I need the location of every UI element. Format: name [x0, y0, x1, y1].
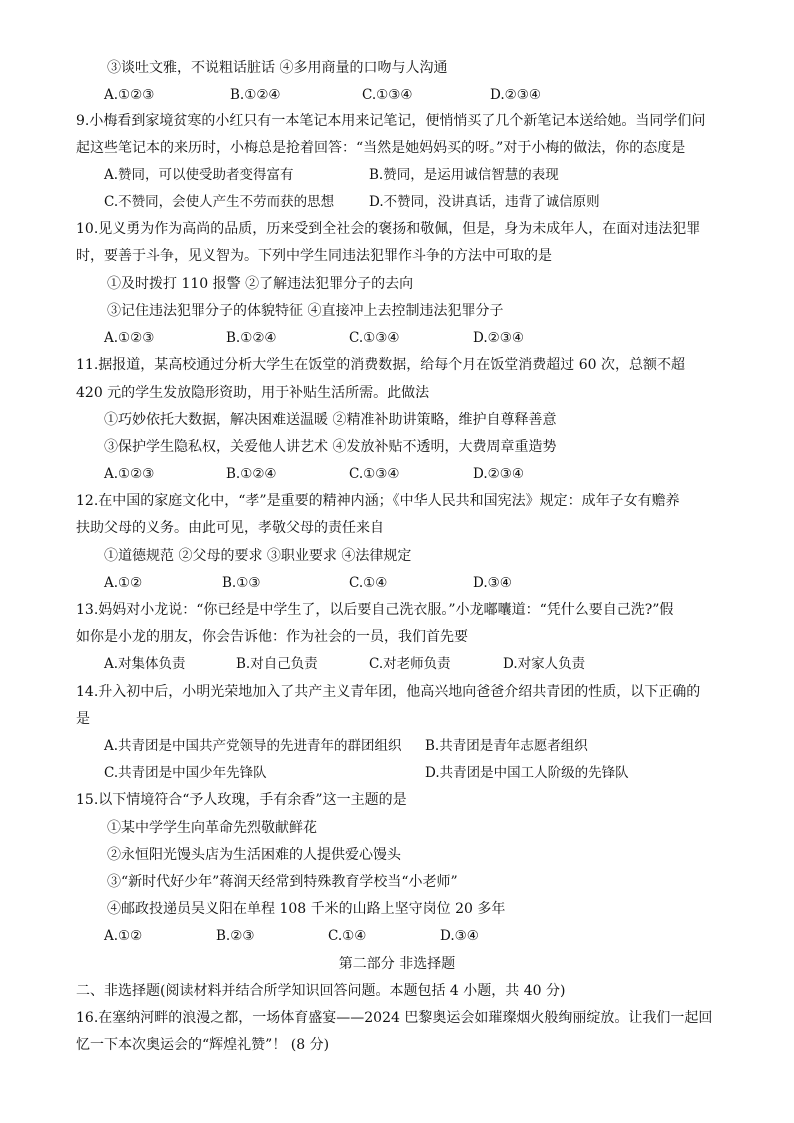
q9-stem-line1: 9.小梅看到家境贫寒的小红只有一本笔记本用来记笔记，便悄悄买了几个新笔记本送给她。当同学们问: [76, 113, 706, 129]
q15-option-c: C.①④: [328, 928, 367, 944]
q12-statement-a: ①道德规范 ②父母的要求 ③职业要求 ④法律规定: [104, 548, 412, 564]
q15-option-a: A.①②: [104, 928, 143, 944]
q15-statement-1: ①某中学学生向革命先烈敬献鲜花: [107, 820, 317, 836]
q8-option-c: C.①③④: [362, 87, 413, 103]
q9-option-a: A.赞同，可以使受助者变得富有: [104, 167, 294, 183]
q13-option-d: D.对家人负责: [503, 656, 586, 672]
q10-statement-b: ③记住违法犯罪分子的体貌特征 ④直接冲上去控制违法犯罪分子: [107, 303, 504, 319]
q15-statement-4: ④邮政投递员吴义阳在单程 108 千米的山路上坚守岗位 20 多年: [107, 901, 506, 917]
q12-option-a: A.①②: [104, 575, 143, 591]
q15-option-b: B.②③: [216, 928, 255, 944]
q9-option-c: C.不赞同，会使人产生不劳而获的思想: [104, 194, 335, 210]
q8-statement-b: ③谈吐文雅，不说粗话脏话 ④多用商量的口吻与人沟通: [107, 60, 448, 76]
q10-stem-line1: 10.见义勇为作为高尚的品质，历来受到全社会的褒扬和敬佩，但是，身为未成年人，在面对违法犯罪: [76, 221, 701, 237]
q9-stem-line2: 起这些笔记本的来历时，小梅总是抢着回答：“当然是她妈妈买的呀。”对于小梅的做法，你的态度是: [76, 140, 686, 156]
q9-option-b: B.赞同，是运用诚信智慧的表现: [369, 167, 559, 183]
q11-statement-b: ③保护学生隐私权，关爱他人讲艺术 ④发放补贴不透明，大费周章重造势: [104, 439, 557, 455]
q14-option-b: B.共青团是青年志愿者组织: [425, 738, 588, 754]
q12-stem-line1: 12.在中国的家庭文化中，“孝”是重要的精神内涵；《中华人民共和国宪法》规定：成年子女有赡养: [76, 493, 680, 509]
q13-option-a: A.对集体负责: [104, 656, 186, 672]
q8-option-a: A.①②③: [104, 87, 155, 103]
q10-statement-a: ①及时拨打 110 报警 ②了解违法犯罪分子的去向: [107, 276, 414, 292]
q12-option-c: C.①④: [349, 575, 388, 591]
q13-option-b: B.对自己负责: [236, 656, 318, 672]
q12-option-b: B.①③: [222, 575, 261, 591]
q11-option-b: B.①②④: [226, 466, 277, 482]
q10-stem-line2: 时，要善于斗争，见义智为。下列中学生同违法犯罪作斗争的方法中可取的是: [76, 248, 552, 264]
part2-section-heading: 二、非选择题(阅读材料并结合所学知识回答问题。本题包括 4 小题，共 40 分): [76, 983, 566, 999]
q16-stem-line2: 忆一下本次奥运会的“辉煌礼赞”！ (8 分): [76, 1037, 330, 1053]
q16-stem-line1: 16.在塞纳河畔的浪漫之都，一场体育盛宴——2024 巴黎奥运会如璀璨烟火般绚丽绽放。让我们一起回: [76, 1010, 713, 1026]
q10-option-d: D.②③④: [473, 330, 524, 346]
q11-statement-a: ①巧妙依托大数据，解决困难送温暖 ②精准补助讲策略，维护自尊释善意: [104, 412, 557, 428]
q15-statement-3: ③“新时代好少年”蒋润天经常到特殊教育学校当“小老师”: [107, 874, 458, 890]
part2-title: 第二部分 非选择题: [338, 956, 456, 972]
q14-option-c: C.共青团是中国少年先锋队: [104, 765, 267, 781]
q10-option-a: A.①②③: [104, 330, 155, 346]
q13-option-c: C.对老师负责: [369, 656, 451, 672]
q14-stem-line1: 14.升入初中后，小明光荣地加入了共产主义青年团，他高兴地向爸爸介绍共青团的性质，以下正确的: [76, 684, 701, 700]
q10-option-c: C.①③④: [349, 330, 400, 346]
q13-stem-line1: 13.妈妈对小龙说：“你已经是中学生了，以后要自己洗衣服。”小龙嘟囔道：“凭什么要自己洗?”假: [76, 602, 674, 618]
q12-stem-line2: 扶助父母的义务。由此可见，孝敬父母的责任来自: [76, 520, 384, 536]
q15-option-d: D.③④: [440, 928, 479, 944]
q11-stem-line1: 11.据报道，某高校通过分析大学生在饭堂的消费数据，给每个月在饭堂消费超过 60 次，总额不超: [76, 357, 685, 373]
q11-option-d: D.②③④: [473, 466, 524, 482]
q14-option-a: A.共青团是中国共产党领导的先进青年的群团组织: [104, 738, 402, 754]
q14-option-d: D.共青团是中国工人阶级的先锋队: [425, 765, 629, 781]
q15-stem-line1: 15.以下情境符合“予人玫瑰，手有余香”这一主题的是: [76, 792, 407, 808]
q11-option-a: A.①②③: [104, 466, 155, 482]
q8-option-d: D.②③④: [490, 87, 541, 103]
q9-option-d: D.不赞同，没讲真话，违背了诚信原则: [369, 194, 600, 210]
q10-option-b: B.①②④: [226, 330, 277, 346]
q13-stem-line2: 如你是小龙的朋友，你会告诉他：作为社会的一员，我们首先要: [76, 629, 468, 645]
q14-stem-line2: 是: [76, 711, 90, 727]
q15-statement-2: ②永恒阳光馒头店为生活困难的人提供爱心馒头: [107, 847, 401, 863]
q11-option-c: C.①③④: [349, 466, 400, 482]
q11-stem-line2: 420 元的学生发放隐形资助，用于补贴生活所需。此做法: [76, 385, 430, 401]
q8-option-b: B.①②④: [230, 87, 281, 103]
q12-option-d: D.③④: [473, 575, 512, 591]
